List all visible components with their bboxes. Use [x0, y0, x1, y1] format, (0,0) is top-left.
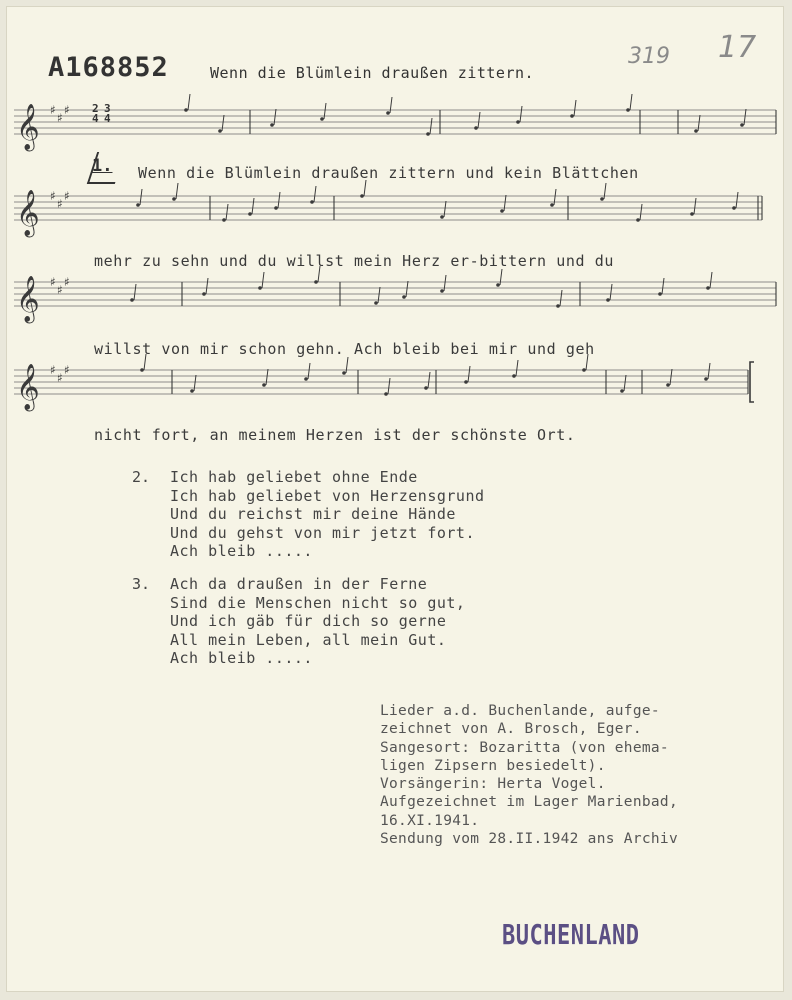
- note-stem: [134, 284, 136, 300]
- note-head: [402, 295, 406, 299]
- note-head: [222, 218, 226, 222]
- note-head: [706, 286, 710, 290]
- note-stem: [430, 118, 432, 134]
- note-head: [342, 371, 346, 375]
- note-stem: [516, 360, 518, 376]
- verse-3-line: Und ich gäb für dich so gerne: [170, 612, 447, 630]
- verse-2: [170, 468, 485, 561]
- note-stem: [670, 369, 672, 385]
- treble-clef-icon: 𝄞: [16, 104, 40, 150]
- verse-2-number: 2.: [132, 468, 151, 486]
- source-note-line: ligen Zipsern besiedelt).: [380, 757, 606, 774]
- note-head: [550, 203, 554, 207]
- note-stem: [388, 378, 390, 394]
- note-head: [310, 200, 314, 204]
- note-head: [500, 209, 504, 213]
- sharp-icon: ♯: [64, 275, 70, 289]
- note-head: [304, 377, 308, 381]
- note-stem: [500, 269, 502, 285]
- note-stem: [624, 375, 626, 391]
- sharp-icon: ♯: [64, 103, 70, 117]
- lyric-line-1: Wenn die Blümlein draußen zittern und kein Blättchen: [138, 164, 639, 182]
- note-stem: [314, 186, 316, 202]
- note-head: [314, 280, 318, 284]
- archive-signature: A168852: [48, 52, 169, 83]
- note-stem: [364, 180, 366, 196]
- note-stem: [278, 192, 280, 208]
- note-head: [474, 126, 478, 130]
- note-head: [620, 389, 624, 393]
- note-head: [136, 203, 140, 207]
- end-bracket: [750, 362, 754, 402]
- lyric-line-3: willst von mir schon gehn. Ach bleib bei mir und geh: [94, 340, 595, 358]
- verse-2-line: Ich hab geliebet von Herzensgrund: [170, 486, 485, 505]
- sharp-icon: ♯: [50, 275, 56, 289]
- note-stem: [176, 183, 178, 199]
- verse-3-number: 3.: [132, 575, 151, 593]
- verse-2-line: Und du gehst von mir jetzt fort.: [170, 523, 475, 542]
- source-note-line: Sangesort: Bozaritta (von ehema-: [380, 739, 669, 756]
- sharp-icon: ♯: [57, 197, 63, 211]
- note-stem: [478, 112, 480, 128]
- note-head: [636, 218, 640, 222]
- archive-card: [6, 6, 784, 992]
- note-stem: [266, 369, 268, 385]
- song-title: Wenn die Blümlein draußen zittern.: [210, 64, 535, 82]
- note-stem: [222, 115, 224, 131]
- note-head: [320, 117, 324, 121]
- note-head: [666, 383, 670, 387]
- note-stem: [610, 284, 612, 300]
- lyric-line-2: mehr zu sehn und du willst mein Herz er-bittern und du: [94, 252, 615, 270]
- note-stem: [444, 201, 446, 217]
- note-stem: [710, 272, 712, 288]
- note-head: [360, 194, 364, 198]
- note-head: [202, 292, 206, 296]
- note-stem: [708, 363, 710, 379]
- note-head: [704, 377, 708, 381]
- verse-3-line: Sind die Menschen nicht so gut,: [170, 593, 466, 612]
- verse-2-line: Und du reichst mir deine Hände: [170, 505, 456, 523]
- time-signature-a: 2 4: [92, 102, 99, 125]
- note-head: [512, 374, 516, 378]
- note-stem: [736, 192, 738, 208]
- note-stem: [378, 287, 380, 303]
- note-head: [440, 215, 444, 219]
- treble-clef-icon: 𝄞: [16, 276, 40, 322]
- note-stem: [308, 363, 310, 379]
- note-head: [140, 368, 144, 372]
- note-stem: [346, 357, 348, 373]
- note-stem: [604, 183, 606, 199]
- note-head: [582, 368, 586, 372]
- note-head: [172, 197, 176, 201]
- region-stamp: BUCHENLAND: [502, 920, 640, 952]
- lyric-line-4: nicht fort, an meinem Herzen ist der schönste Ort.: [94, 426, 576, 444]
- note-head: [600, 197, 604, 201]
- verse-2-line: Ich hab geliebet ohne Ende: [170, 468, 418, 486]
- pencil-number-right: 17: [718, 30, 757, 65]
- note-head: [732, 206, 736, 210]
- note-head: [248, 212, 252, 216]
- sharp-icon: ♯: [57, 371, 63, 385]
- note-stem: [406, 281, 408, 297]
- verse-marker: 1.: [92, 156, 113, 176]
- note-head: [184, 108, 188, 112]
- treble-clef-icon: 𝄞: [16, 190, 40, 236]
- note-head: [440, 289, 444, 293]
- note-head: [384, 392, 388, 396]
- note-head: [516, 120, 520, 124]
- sharp-icon: ♯: [57, 283, 63, 297]
- note-head: [258, 286, 262, 290]
- note-stem: [188, 94, 190, 110]
- source-note: [380, 702, 678, 848]
- note-stem: [206, 278, 208, 294]
- note-head: [556, 304, 560, 308]
- verse-2-line: Ach bleib .....: [170, 542, 313, 560]
- source-note-line: Sendung vom 28.II.1942 ans Archiv: [380, 831, 678, 848]
- note-stem: [140, 189, 142, 205]
- note-stem: [324, 103, 326, 119]
- verse-3-line: Ach bleib .....: [170, 649, 313, 667]
- note-head: [130, 298, 134, 302]
- note-stem: [252, 198, 254, 214]
- source-note-line: Aufgezeichnet im Lager Marienbad,: [380, 794, 678, 811]
- note-head: [262, 383, 266, 387]
- note-head: [274, 206, 278, 210]
- note-stem: [630, 94, 632, 110]
- note-head: [218, 129, 222, 133]
- note-stem: [194, 375, 196, 391]
- pencil-number-left: 319: [628, 44, 670, 69]
- note-stem: [390, 97, 392, 113]
- note-head: [658, 292, 662, 296]
- note-head: [426, 132, 430, 136]
- note-head: [386, 111, 390, 115]
- verse-3-line: Ach da draußen in der Ferne: [170, 575, 428, 593]
- note-stem: [744, 109, 746, 125]
- note-head: [740, 123, 744, 127]
- note-stem: [274, 109, 276, 125]
- sharp-icon: ♯: [50, 363, 56, 377]
- time-signature-b: 3 4: [104, 102, 111, 125]
- note-head: [270, 123, 274, 127]
- sharp-icon: ♯: [64, 189, 70, 203]
- source-note-line: 16.XI.1941.: [380, 812, 480, 829]
- note-stem: [444, 275, 446, 291]
- note-head: [424, 386, 428, 390]
- music-staves: [6, 6, 784, 426]
- note-stem: [640, 204, 642, 220]
- note-head: [626, 108, 630, 112]
- source-note-line: Lieder a.d. Buchenlande, aufge-: [380, 703, 660, 719]
- verse-3: [170, 575, 465, 668]
- note-stem: [554, 189, 556, 205]
- note-stem: [226, 204, 228, 220]
- note-stem: [560, 290, 562, 306]
- note-head: [694, 129, 698, 133]
- note-stem: [468, 366, 470, 382]
- note-head: [190, 389, 194, 393]
- note-head: [464, 380, 468, 384]
- note-stem: [504, 195, 506, 211]
- treble-clef-icon: 𝄞: [16, 364, 40, 410]
- sharp-icon: ♯: [64, 363, 70, 377]
- source-note-line: Vorsängerin: Herta Vogel.: [380, 776, 606, 793]
- note-stem: [574, 100, 576, 116]
- note-stem: [698, 115, 700, 131]
- sharp-icon: ♯: [50, 189, 56, 203]
- note-head: [570, 114, 574, 118]
- note-stem: [662, 278, 664, 294]
- note-head: [374, 301, 378, 305]
- note-head: [496, 283, 500, 287]
- note-stem: [262, 272, 264, 288]
- note-stem: [694, 198, 696, 214]
- sharp-icon: ♯: [57, 111, 63, 125]
- note-head: [690, 212, 694, 216]
- source-note-line: zeichnet von A. Brosch, Eger.: [380, 721, 642, 738]
- verse-3-line: All mein Leben, all mein Gut.: [170, 630, 447, 649]
- note-stem: [428, 372, 430, 388]
- note-stem: [520, 106, 522, 122]
- sharp-icon: ♯: [50, 103, 56, 117]
- note-head: [606, 298, 610, 302]
